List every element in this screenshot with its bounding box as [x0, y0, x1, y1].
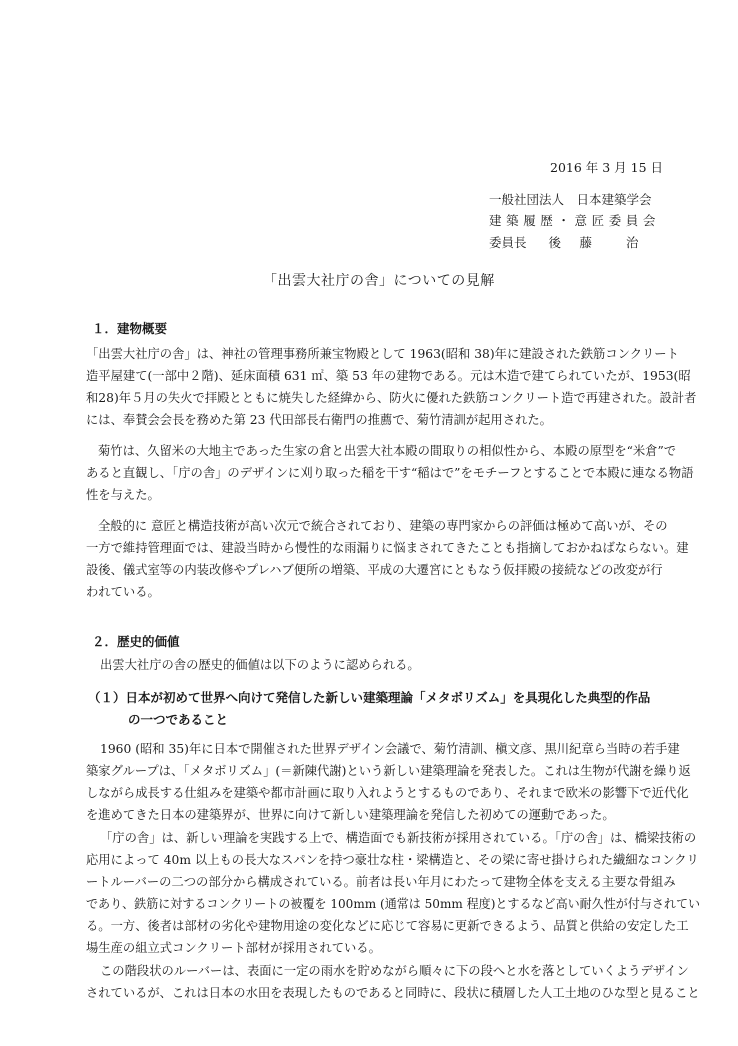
paragraph-line: されているが、これは日本の水田を表現したものであると同時に、段状に積層した人工土地のひな型と見ること — [86, 986, 700, 1000]
section-heading: １．建物概要 — [92, 321, 168, 336]
paragraph-line: を進めてきた日本の建築界が、世界に向けて新しい建築理論を発信した初めての運動であった。 — [86, 808, 615, 822]
author-name: 後 藤 治 — [548, 235, 642, 250]
paragraph-line: 菊竹は、久留米の大地主であった生家の倉と出雲大社本殿の間取りの相似性から、本殿の原型を“米倉”で — [98, 444, 677, 458]
paragraph-line: 全般的に 意匠と構造技術が高い次元で統合されており、建築の専門家からの評価は極めて高いが、その — [98, 519, 668, 533]
paragraph-line: 造平屋建て(一部中２階)、延床面積 631 ㎡、築 53 年の建物である。元は木造で建てられていたが、1953(昭 — [86, 369, 691, 383]
section-heading: ２．歴史的価値 — [92, 634, 180, 649]
document-date: 2016 年 3 月 15 日 — [550, 160, 664, 175]
subsection-heading-cont: の一つであること — [128, 712, 229, 727]
paragraph-line: 築家グループは、「メタボリズム」(＝新陳代謝)という新しい建築理論を発表した。これは生物が代謝を繰り返 — [86, 764, 691, 778]
paragraph-line: 性を与えた。 — [86, 488, 160, 502]
paragraph-line: あると直観し、「庁の舎」のデザインに刈り取った稲を干す“稲はで”をモチーフとすることで本殿に連なる物語 — [86, 466, 694, 480]
paragraph-line: 応用によって 40m 以上もの長大なスパンを持つ豪壮な柱・梁構造と、その梁に寄せ掛けられた繊細なコンクリ — [86, 853, 699, 867]
paragraph-line: 設後、儀式室等の内装改修やプレハブ便所の増築、平成の大遷宮にともなう仮拝殿の接続などの改変が行 — [86, 563, 663, 577]
paragraph-line: 「出雲大社庁の舎」は、神社の管理事務所兼宝物殿として 1963(昭和 38)年に建設された鉄筋コンクリート — [86, 347, 679, 361]
paragraph-line: 1960 (昭和 35)年に日本で開催された世界デザイン会議で、菊竹清訓、槇文彦、黒川紀章ら当時の若手建 — [100, 742, 680, 756]
paragraph-line: この階段状のルーバーは、表面に一定の雨水を貯めながら順々に下の段へと水を落としていくようデザイン — [100, 964, 689, 978]
paragraph-line: 場生産の組立式コンクリート部材が採用されている。 — [86, 941, 381, 955]
paragraph-line: 出雲大社庁の舎の歴史的価値は以下のように認められる。 — [100, 658, 420, 672]
subsection-heading: （１）日本が初めて世界へ向けて発信した新しい建築理論「メタボリズム」を具現化した典型的作品 — [88, 690, 651, 705]
author-committee: 建築履歴・意匠委員会 — [489, 213, 661, 228]
paragraph-line: には、奉賛会会長を務めた第 23 代田部長右衛門の推薦で、菊竹清訓が起用された。 — [86, 413, 552, 427]
paragraph-line: 「庁の舎」は、新しい理論を実践する上で、構造面でも新技術が採用されている。「庁の舎」は、橋梁技術の — [100, 831, 697, 845]
document-title: 「出雲大社庁の舎」についての見解 — [263, 273, 495, 289]
paragraph-line: ートルーバーの二つの部分から構成されている。前者は長い年月にわたって建物全体を支える主要な骨組み — [86, 875, 676, 889]
author-role: 委員長 — [489, 235, 527, 250]
author-organization: 一般社団法人 日本建築学会 — [489, 192, 652, 207]
paragraph-line: われている。 — [86, 585, 160, 599]
paragraph-line: であり、鉄筋に対するコンクリートの被覆を 100mm (通常は 50mm 程度)とするなど高い耐久性が付与されてい — [86, 897, 701, 911]
paragraph-line: しながら成長する仕組みを建築や都市計画に取り入れようとするものであり、それまで欧米の影響下で近代化 — [86, 786, 689, 800]
paragraph-line: 一方で維持管理面では、建設当時から慢性的な雨漏りに悩まされてきたことも指摘しておかねばならない。建 — [86, 541, 689, 555]
paragraph-line: る。一方、後者は部材の劣化や建物用途の変化などに応じて容易に更新できるよう、品質と供給の安定した工 — [86, 919, 689, 933]
paragraph-line: 和28)年５月の失火で拝殿とともに焼失した経緯から、防火に優れた鉄筋コンクリート造で再建された。設計者 — [86, 391, 697, 405]
author-chair — [489, 233, 642, 251]
